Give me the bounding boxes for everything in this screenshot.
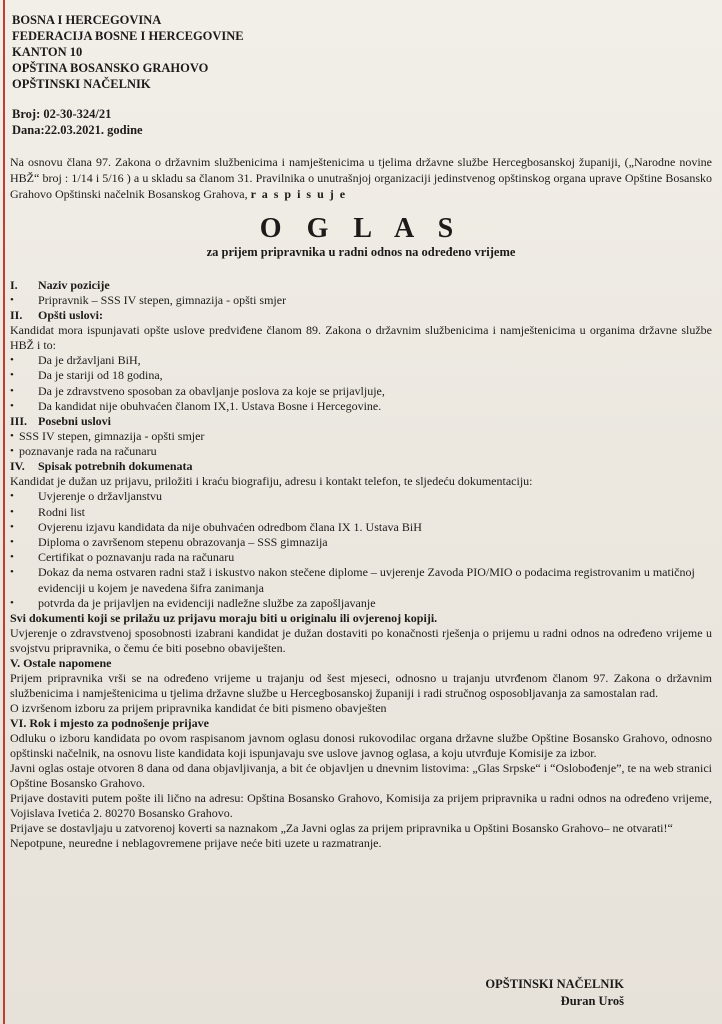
header-line-municipality: OPŠTINA BOSANSKO GRAHOVO [12, 61, 209, 75]
document-date: Dana:22.03.2021. godine [12, 123, 143, 137]
section-2-title: Opšti uslovi: [38, 308, 104, 323]
header-line-canton: KANTON 10 [12, 45, 83, 59]
documents-note-bold: Svi dokumenti koji se prilažu uz prijavu moraju biti u originalu ili ovjerenoj kopiji. [10, 611, 438, 626]
section-4-number: IV. [10, 459, 25, 474]
intro-emphasis: r a s p i s u j e [250, 187, 347, 201]
reference-number: Broj: 02-30-324/21 [12, 107, 112, 121]
list-item: • Ovjerenu izjavu kandidata da nije obuhvaćen odredbom člana IX 1. Ustava BiH [10, 520, 712, 535]
section-5-paragraph-2: O izvršenom izboru za prijem pripravnika kandidat će biti pismeno obavješten [10, 701, 387, 716]
intro-text: Na osnovu člana 97. Zakona o državnim službenicima i namještenicima u tjelima državne službe Hercegbosanskoj županiji, („Narodne novine HBŽ“ broj : 1/14 i 5/16 ) a u skladu sa članom 31. Pravilnika o unutrašnjoj organizaciji jedinstvenog opštinskog organa uprave Opštine Bosansko Grahovo Opštinski načelnik Bosanskog Grahova, [10, 155, 712, 201]
section-1-number: I. [10, 278, 18, 292]
section-3-heading [10, 414, 712, 429]
section-2-intro: Kandidat mora ispunjavati opšte uslove predviđene članom 89. Zakona o državnim službenicima i namještenicima u organima državne službe HBŽ i to: [10, 323, 712, 353]
header-line-federation: FEDERACIJA BOSNE I HERCEGOVINE [12, 29, 244, 43]
section-1-list [10, 293, 712, 308]
list-item: • SSS IV stepen, gimnazija - opšti smjer [10, 429, 712, 444]
margin-line [3, 0, 5, 1024]
document-title: O G L A S [259, 213, 463, 244]
section-6-paragraph-5: Nepotpune, neuredne i neblagovremene prijave neće biti uzete u razmatranje. [10, 836, 382, 851]
document-meta [12, 106, 712, 138]
section-1-title: Naziv pozicije [38, 278, 110, 292]
list-item: • Dokaz da nema ostvaren radni staž i iskustvo nakon stečene diplome – uvjerenje Zavoda PIO/MIO o podacima registrovanim u matičnoj evidenciji u kojem je navedena šifra zanimanja [10, 565, 712, 595]
list-item: • Pripravnik – SSS IV stepen, gimnazija - opšti smjer [10, 293, 712, 308]
section-6-paragraph-3: Prijave dostaviti putem pošte ili lično na adresu: Opština Bosansko Grahovo, Komisija za prijem pripravnika u radni odnos na određeno vrijeme, Vojislava Ivetića 2. 80270 Bosansko Grahovo. [10, 791, 712, 821]
issuer-header [12, 12, 712, 92]
section-4-heading [10, 459, 712, 474]
section-3-number: III. [10, 414, 28, 429]
section-2-number: II. [10, 308, 23, 323]
section-5-heading: V. Ostale napomene [10, 656, 112, 671]
signature-name: Đuran Uroš [560, 994, 624, 1008]
signature-role: OPŠTINSKI NAČELNIK [485, 977, 624, 991]
list-item: • Uvjerenje o državljanstvu [10, 489, 712, 504]
section-6-paragraph-4: Prijave se dostavljaju u zatvorenoj koverti sa naznakom „Za Javni oglas za prijem pripravnika u Opštini Bosansko Grahovo– ne otvarati!“ [10, 821, 673, 836]
section-1-heading [10, 278, 712, 293]
document-subtitle: za prijem pripravnika u radni odnos na određeno vrijeme [206, 245, 516, 259]
header-line-country: BOSNA I HERCEGOVINA [12, 13, 162, 27]
section-3-title: Posebni uslovi [38, 414, 112, 429]
section-5-paragraph-1: Prijem pripravnika vrši se na određeno vrijeme u trajanju od šest mjeseci, odnosno u trajanju utvrđenom članom 97. Zakona o državnim službenicima i namještenicima u tjelima državne službe u Hercegbosanskoj županiji i radi stručnog osposobljavanja za samostalan rad. [10, 671, 712, 701]
list-item: • Diploma o završenom stepenu obrazovanja – SSS gimnazija [10, 535, 712, 550]
signature-block [485, 976, 624, 1010]
section-6-paragraph-2: Javni oglas ostaje otvoren 8 dana od dana objavljivanja, a bit će objavljen u dnevnim listovima: „Glas Srpske“ i “Oslobođenje”, te na web stranici Opštine Bosansko Grahovo. [10, 761, 712, 791]
intro-paragraph [10, 154, 712, 202]
section-4-intro: Kandidat je dužan uz prijavu, priložiti i kraću biografiju, adresu i kontakt telefon, te sljedeću dokumentaciju: [10, 474, 533, 489]
list-item: • Da je državljani BiH, [10, 353, 712, 368]
section-4-title: Spisak potrebnih dokumenata [38, 459, 193, 474]
section-2-list [10, 353, 712, 414]
documents-note: Uvjerenje o zdravstvenoj sposobnosti izabrani kandidat je dužan dostaviti po konačnosti rješenja o prijemu u radni odnos na određeno vrijeme u svojstvu pripravnika, o čemu će biti posebno obaviješten. [10, 626, 712, 656]
list-item: • potvrda da je prijavljen na evidenciji nadležne službe za zapošljavanje [10, 596, 712, 611]
section-3-list [10, 429, 712, 459]
section-6-heading: VI. Rok i mjesto za podnošenje prijave [10, 716, 209, 731]
header-line-office: OPŠTINSKI NAČELNIK [12, 77, 151, 91]
list-item: • poznavanje rada na računaru [10, 444, 712, 459]
list-item: • Rodni list [10, 505, 712, 520]
section-4-list [10, 489, 712, 611]
list-item: • Certifikat o poznavanju rada na računaru [10, 550, 712, 565]
list-item: • Da kandidat nije obuhvaćen članom IX,1. Ustava Bosne i Hercegovine. [10, 399, 712, 414]
section-2-heading [10, 308, 712, 323]
section-6-paragraph-1: Odluku o izboru kandidata po ovom raspisanom javnom oglasu donosi rukovodilac organa državne službe Opštine Bosansko Grahovo, odnosno opštinski načelnik, na osnovu liste kandidata koji ispunjavaju sve uslove javnog oglasa, a koju utvrđuje Komisije za izbor. [10, 731, 712, 761]
list-item: • Da je zdravstveno sposoban za obavljanje poslova za koje se prijavljuje, [10, 384, 712, 399]
list-item: • Da je stariji od 18 godina, [10, 368, 712, 383]
